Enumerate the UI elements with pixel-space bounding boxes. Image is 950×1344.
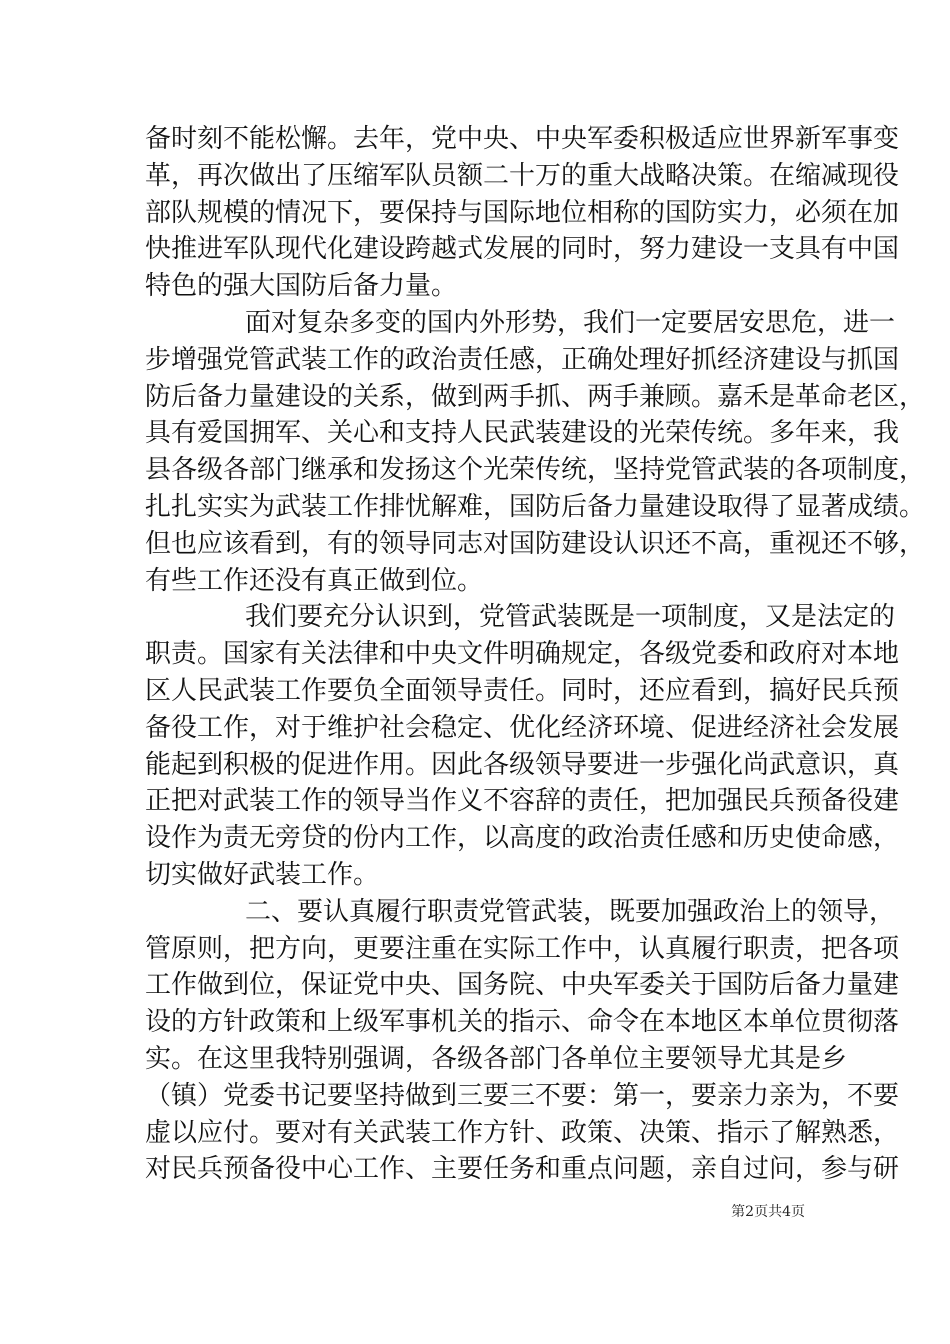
text-line: 切实做好武装工作。 [145, 859, 380, 890]
document-body [145, 121, 926, 1188]
text-line: 正把对武装工作的领导当作义不容辞的责任，把加强民兵预备役建 [145, 786, 900, 817]
text-line: 扎扎实实为武装工作排忧解难，国防后备力量建设取得了显著成绩。 [145, 491, 926, 522]
text-line: 我们要充分认识到，党管武装既是一项制度，又是法定的 [245, 602, 896, 633]
text-line: 部队规模的情况下，要保持与国际地位相称的国防实力，必须在加 [145, 197, 900, 228]
text-line: 备役工作，对于维护社会稳定、优化经济环境、促进经济社会发展 [145, 712, 900, 743]
text-line: 对民兵预备役中心工作、主要任务和重点问题，亲自过问，参与研 [145, 1154, 900, 1185]
text-line: 二、要认真履行职责党管武装，既要加强政治上的领导， [245, 896, 896, 927]
text-line: 革，再次做出了压缩军队员额二十万的重大战略决策。在缩减现役 [145, 160, 900, 191]
text-line: 能起到积极的促进作用。因此各级领导要进一步强化尚武意识，真 [145, 749, 900, 780]
text-line: 工作做到位，保证党中央、国务院、中央军委关于国防后备力量建 [145, 970, 900, 1001]
text-line: 快推进军队现代化建设跨越式发展的同时，努力建设一支具有中国 [145, 234, 900, 265]
paragraph [145, 305, 926, 599]
text-line: 管原则，把方向，更要注重在实际工作中，认真履行职责，把各项 [145, 933, 900, 964]
text-line: 实。在这里我特别强调，各级各部门各单位主要领导尤其是乡 [145, 1043, 848, 1074]
paragraph [145, 894, 900, 1188]
paragraph [145, 121, 900, 305]
text-line: 特色的强大国防后备力量。 [145, 271, 458, 302]
paragraph [145, 599, 900, 893]
text-line: 防后备力量建设的关系，做到两手抓、两手兼顾。嘉禾是革命老区， [145, 381, 926, 412]
text-line: 步增强党管武装工作的政治责任感，正确处理好抓经济建设与抓国 [145, 344, 900, 375]
text-line: 区人民武装工作要负全面领导责任。同时，还应看到，搞好民兵预 [145, 675, 900, 706]
text-line: 县各级各部门继承和发扬这个光荣传统，坚持党管武装的各项制度， [145, 455, 926, 486]
text-line: 有些工作还没有真正做到位。 [145, 565, 484, 596]
text-line: 职责。国家有关法律和中央文件明确规定，各级党委和政府对本地 [145, 639, 900, 670]
text-line: 设的方针政策和上级军事机关的指示、命令在本地区本单位贯彻落 [145, 1007, 900, 1038]
text-line: 设作为责无旁贷的份内工作，以高度的政治责任感和历史使命感， [145, 823, 900, 854]
text-line: 面对复杂多变的国内外形势，我们一定要居安思危，进一 [245, 307, 896, 338]
text-line: 备时刻不能松懈。去年，党中央、中央军委积极适应世界新军事变 [145, 124, 900, 154]
page-number: 第2页共4页 [731, 1204, 805, 1220]
text-line: 但也应该看到，有的领导同志对国防建设认识还不高，重视还不够， [145, 528, 926, 559]
text-line: （镇）党委书记要坚持做到三要三不要：第一，要亲力亲为，不要 [145, 1080, 900, 1111]
text-line: 具有爱国拥军、关心和支持人民武装建设的光荣传统。多年来，我 [145, 418, 900, 449]
text-line: 虚以应付。要对有关武装工作方针、政策、决策、指示了解熟悉， [145, 1117, 900, 1148]
